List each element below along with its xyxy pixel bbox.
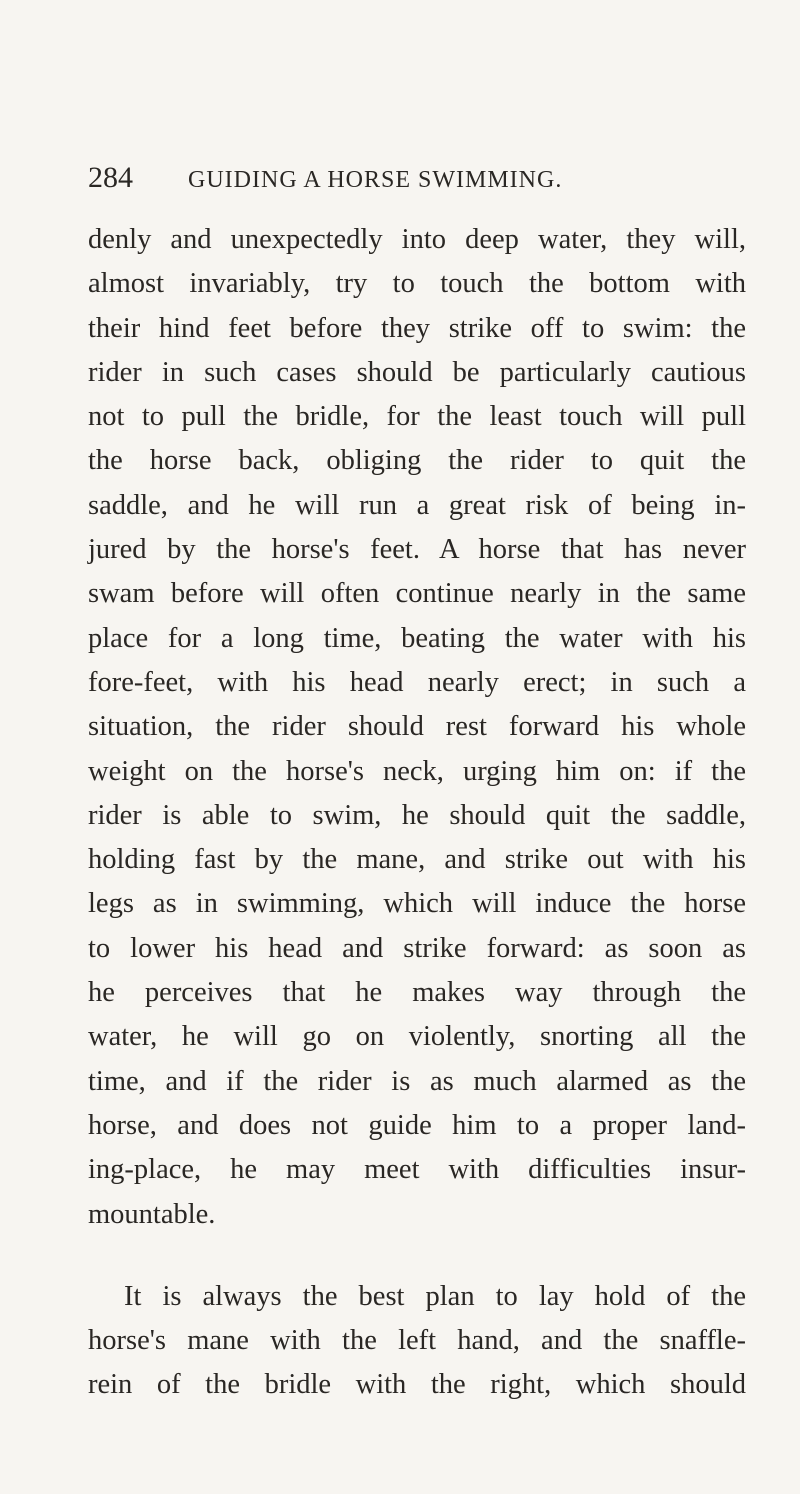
- text-line: legs as in swimming, which will induce the horse: [88, 888, 746, 920]
- page-number: 284: [88, 161, 133, 194]
- text-line: holding fast by the mane, and strike out with his: [88, 844, 746, 876]
- text-line: mountable.: [88, 1198, 216, 1230]
- text-line: not to pull the bridle, for the least touch will pull: [88, 401, 746, 433]
- text-line: water, he will go on violently, snorting all the: [88, 1021, 746, 1053]
- paragraph-2: [88, 1275, 746, 1408]
- text-line: their hind feet before they strike off to swim: the: [88, 312, 746, 344]
- text-line: to lower his head and strike forward: as soon as: [88, 932, 746, 964]
- text-line: the horse back, obliging the rider to quit the: [88, 445, 746, 477]
- text-line: rider is able to swim, he should quit the saddle,: [88, 799, 746, 831]
- text-line: denly and unexpectedly into deep water, they will,: [88, 224, 746, 255]
- text-line: rider in such cases should be particularly cautious: [88, 356, 746, 388]
- text-line: swam before will often continue nearly in the same: [88, 578, 746, 610]
- text-line: situation, the rider should rest forward his whole: [88, 711, 746, 743]
- text-line: ing-place, he may meet with difficulties insur-: [88, 1154, 746, 1186]
- text-line: It is always the best plan to lay hold of the: [124, 1280, 746, 1312]
- text-line: place for a long time, beating the water with his: [88, 622, 746, 654]
- paragraph-1: [88, 218, 746, 1237]
- body-text: [88, 218, 746, 1408]
- text-line: jured by the horse's feet. A horse that has never: [88, 534, 746, 566]
- text-line: weight on the horse's neck, urging him on: if the: [88, 755, 746, 787]
- text-line: horse, and does not guide him to a proper land-: [88, 1109, 746, 1141]
- text-line: almost invariably, try to touch the bottom with: [88, 268, 746, 300]
- text-line: fore-feet, with his head nearly erect; in such a: [88, 666, 746, 698]
- page-header-title: GUIDING A HORSE SWIMMING.: [188, 167, 563, 193]
- running-head: [88, 158, 746, 198]
- text-line: time, and if the rider is as much alarmed as the: [88, 1065, 746, 1097]
- text-line: saddle, and he will run a great risk of being in-: [88, 489, 746, 521]
- text-line: rein of the bridle with the right, which should: [88, 1369, 746, 1401]
- text-line: horse's mane with the left hand, and the snaffle-: [88, 1325, 746, 1357]
- paragraph-gap: [88, 1237, 746, 1275]
- text-line: he perceives that he makes way through the: [88, 977, 746, 1009]
